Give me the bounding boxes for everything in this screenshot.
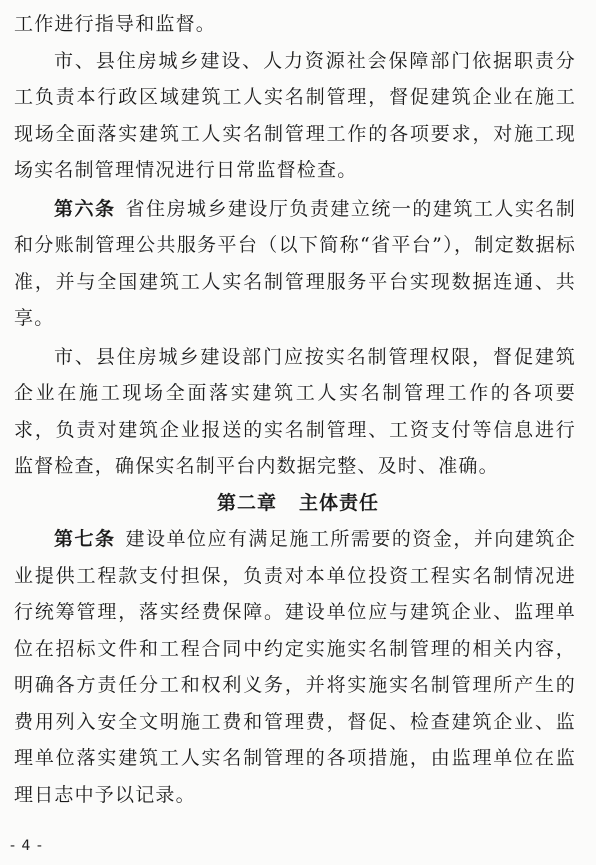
paragraph-text: 省住房城乡建设厅负责建立统一的建筑工人实名制和分账制管理公共服务平台（以下简称“省平台”），制定数据标准，并与全国建筑工人实名制管理服务平台实现数据连通、共享。 [14,197,576,329]
article-6 [0,191,596,337]
paragraph-text: 市、县住房城乡建设部门应按实名制管理权限，督促建筑企业在施工现场全面落实建筑工人实名制管理工作的各项要求，负责对建筑企业报送的实名制管理、工资支付等信息进行监督检查，确保实名制平台内数据完整、及时、准确。 [14,345,576,477]
paragraph-4 [0,339,596,485]
paragraph-2 [0,43,596,189]
chapter-number: 第二章 [216,491,277,514]
page-number: - 4 - [10,838,43,854]
paragraph-1 [0,6,596,43]
chapter-title: 主体责任 [299,491,380,514]
article-7 [0,521,596,813]
article-label: 第六条 [54,197,116,220]
paragraph-text: 建设单位应有满足施工所需要的资金，并向建筑企业提供工程款支付担保，负责对本单位投资工程实名制情况进行统筹管理，落实经费保障。建设单位应与建筑企业、监理单位在招标文件和工程合同中约定实施实名制管理的相关内容，明确各方责任分工和权利义务，并将实施实名制管理所产生的费用列入安全文明施工费和管理费，督促、检查建筑企业、监理单位落实建筑工人实名制管理的各项措施，由监理单位在监理日志中予以记录。 [14,528,576,806]
chapter-heading [0,485,596,522]
paragraph-text: 工作进行指导和监督。 [14,13,217,35]
paragraph-text: 市、县住房城乡建设、人力资源社会保障部门依据职责分工负责本行政区域建筑工人实名制管理，督促建筑企业在施工现场全面落实建筑工人实名制管理工作的各项要求，对施工现场实名制管理情况进行日常监督检查。 [14,49,576,181]
document-body [0,6,596,813]
article-label: 第七条 [54,528,116,550]
